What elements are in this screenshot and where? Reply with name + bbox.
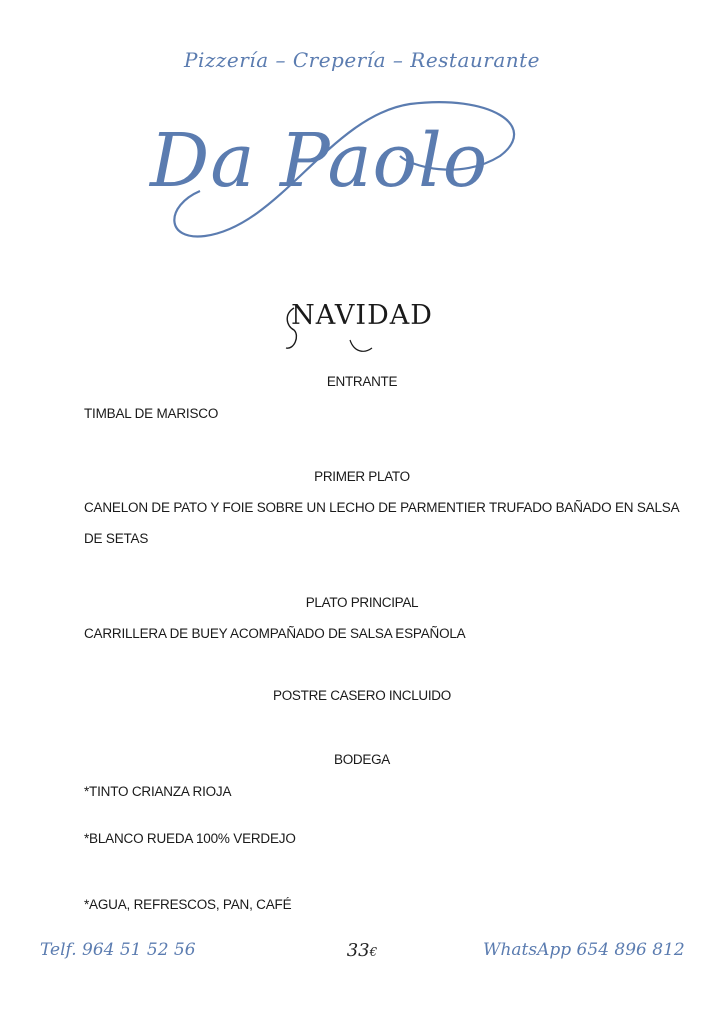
price-currency: € — [369, 945, 378, 959]
bodega-item: *BLANCO RUEDA 100% VERDEJO — [84, 831, 296, 846]
menu-item-entrante: TIMBAL DE MARISCO — [84, 406, 219, 421]
restaurant-tagline: Pizzería – Crepería – Restaurante — [183, 48, 541, 72]
section-heading-primer-plato: PRIMER PLATO — [314, 469, 410, 484]
section-heading-entrante: ENTRANTE — [326, 374, 398, 389]
section-heading-plato-principal: PLATO PRINCIPAL — [305, 595, 419, 610]
footer-whatsapp: WhatsApp 654 896 812 — [483, 940, 685, 960]
section-heading-postre: POSTRE CASERO INCLUIDO — [273, 688, 451, 703]
bodega-item: *AGUA, REFRESCOS, PAN, CAFÉ — [84, 897, 292, 912]
restaurant-name: Da Paolo — [150, 118, 489, 204]
section-heading-bodega: BODEGA — [334, 752, 390, 767]
menu-title: NAVIDAD — [291, 300, 433, 331]
price-value: 33 — [346, 940, 370, 961]
menu-item-primer-plato: CANELON DE PATO Y FOIE SOBRE UN LECHO DE PARMENTIER TRUFADO BAÑADO EN SALSA DE SETAS — [84, 500, 679, 546]
bodega-item: *TINTO CRIANZA RIOJA — [84, 784, 232, 799]
footer-phone: Telf. 964 51 52 56 — [40, 940, 196, 960]
menu-item-plato-principal: CARRILLERA DE BUEY ACOMPAÑADO DE SALSA ESPAÑOLA — [84, 626, 466, 641]
